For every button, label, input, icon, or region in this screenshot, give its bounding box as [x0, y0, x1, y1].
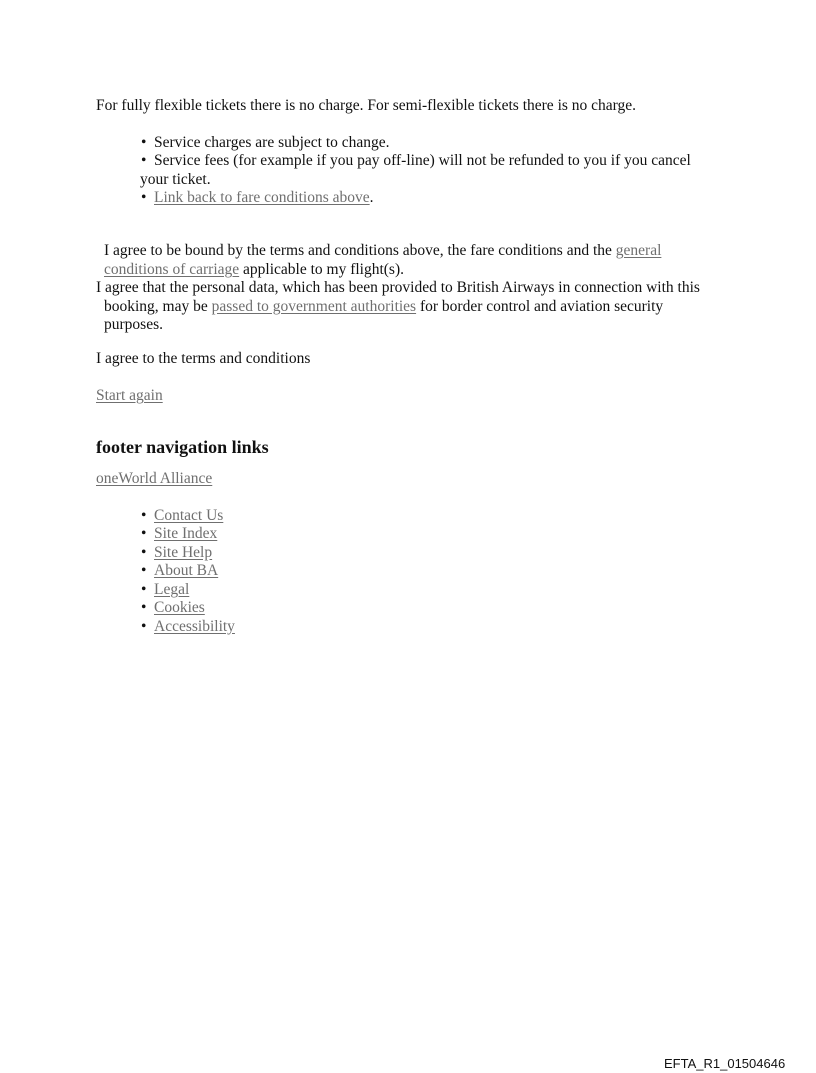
bullet-marker: • [141, 599, 147, 616]
document-id-stamp: EFTA_R1_01504646 [664, 1056, 786, 1071]
government-authorities-link[interactable]: passed to government authorities [211, 298, 417, 315]
fare-conditions-back-item [154, 189, 374, 207]
start-again-container [96, 387, 163, 405]
bullet-marker: • [141, 134, 147, 151]
bullet-marker: • [141, 507, 147, 524]
border-control-text: for border control and aviation security [419, 298, 664, 315]
footer-link-item [154, 562, 218, 580]
bullet-marker: • [141, 562, 147, 579]
general-conditions-link-part1[interactable]: general [615, 242, 662, 259]
start-again-link[interactable]: Start again [96, 387, 163, 404]
service-fees-item-line2: your ticket. [140, 171, 211, 188]
footer-link-item [154, 525, 217, 543]
agreement-line-1 [104, 242, 661, 260]
oneworld-alliance-link[interactable]: oneWorld Alliance [96, 470, 213, 487]
footer-link-item [154, 599, 205, 617]
conditions-of-carriage-link[interactable]: conditions of carriage [104, 261, 240, 278]
footer-heading: footer navigation links [96, 437, 269, 457]
bullet-marker: • [141, 152, 147, 169]
service-charges-item: Service charges are subject to change. [154, 134, 390, 151]
bullet-marker: • [141, 618, 147, 635]
link-back-to-fare-conditions[interactable]: Link back to fare conditions above [154, 189, 370, 206]
bullet-marker: • [141, 544, 147, 561]
site-index-link[interactable]: Site Index [154, 525, 218, 542]
flexible-ticket-charges-text: For fully flexible tickets there is no charge. For semi-flexible tickets there is no charge. [96, 97, 637, 114]
service-fees-item-line1: Service fees (for example if you pay off-line) will not be refunded to you if you cancel [154, 152, 691, 169]
legal-link[interactable]: Legal [154, 581, 190, 598]
booking-text: booking, may be [104, 298, 208, 315]
alliance-container [96, 470, 212, 488]
footer-link-item [154, 581, 189, 599]
applicable-flights-text: applicable to my flight(s). [243, 261, 405, 278]
accessibility-link[interactable]: Accessibility [154, 618, 235, 635]
contact-us-link[interactable]: Contact Us [154, 507, 224, 524]
footer-link-item [154, 544, 212, 562]
fare-conditions-period: . [369, 189, 374, 206]
agreement-line-2 [104, 261, 404, 279]
bullet-marker: • [141, 189, 147, 206]
cookies-link[interactable]: Cookies [154, 599, 205, 616]
terms-agreement-label[interactable]: I agree to the terms and conditions [96, 350, 311, 367]
bullet-marker: • [141, 581, 147, 598]
personal-data-line-1: I agree that the personal data, which has been provided to British Airways in connection with this [96, 279, 700, 296]
footer-link-item [154, 507, 223, 525]
footer-link-item [154, 618, 235, 636]
site-help-link[interactable]: Site Help [154, 544, 213, 561]
personal-data-line-3: purposes. [104, 316, 163, 333]
agreement-terms-text: I agree to be bound by the terms and conditions above, the fare conditions and the [104, 242, 612, 259]
personal-data-line-2 [104, 298, 663, 316]
bullet-marker: • [141, 525, 147, 542]
about-ba-link[interactable]: About BA [154, 562, 219, 579]
